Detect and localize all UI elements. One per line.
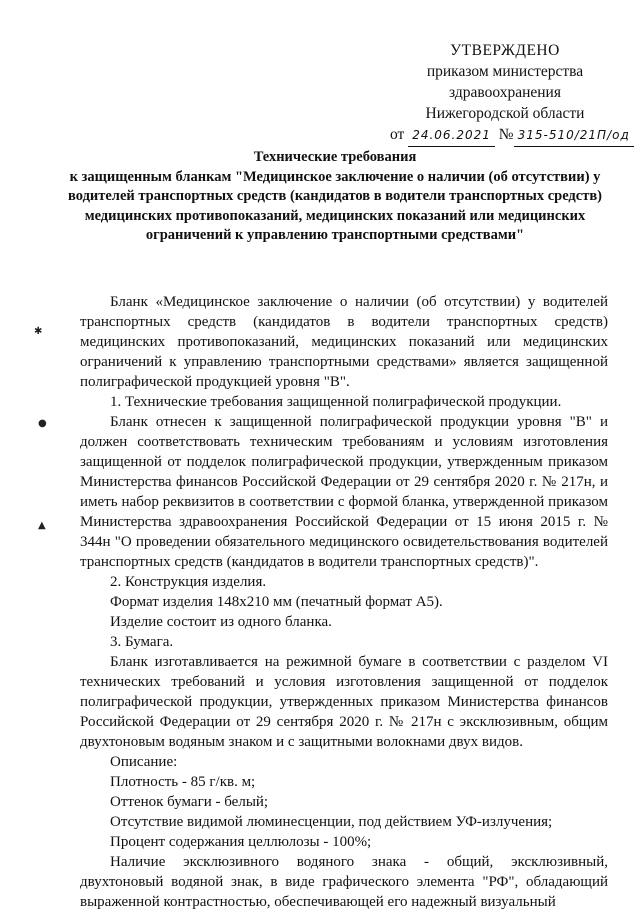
paragraph: Процент содержания целлюлозы - 100%;: [110, 834, 372, 850]
title-line-2: к защищенным бланкам "Медицинское заключение о наличии (об отсутствии) у водителей транспортных средств (кандидатов в водители транспортных средств) медицинских противопоказаний, медицинских показаний или медицинских ограничений к управлению транспортными средствами": [68, 168, 602, 243]
paragraph: 1. Технические требования защищенной полиграфической продукции.: [110, 394, 562, 410]
paragraph: Бланк «Медицинское заключение о наличии (об отсутствии) у водителей транспортных средств (кандидатов в водители транспортных средств) медицинских противопоказаний, медицинских показаний или медицинских ограничений к управлению транспортными средствами» является защищенной полиграфической продукцией уровня "В".: [80, 294, 608, 390]
margin-mark: ●: [38, 418, 47, 429]
order-date: 24.06.2021: [408, 125, 495, 147]
margin-mark: ✱: [34, 326, 43, 337]
paragraph: Отсутствие видимой люминесценции, под действием УФ-излучения;: [110, 814, 553, 830]
paragraph: Описание:: [110, 754, 178, 770]
paragraph: 3. Бумага.: [110, 634, 174, 650]
approval-line-3: Нижегородской области: [425, 105, 585, 122]
paragraph: Формат изделия 148х210 мм (печатный формат А5).: [110, 594, 443, 610]
document-body: [80, 292, 608, 912]
paragraph: 2. Конструкция изделия.: [110, 574, 267, 590]
order-number: 315-510/21П/од: [514, 125, 634, 147]
paragraph: Наличие эксклюзивного водяного знака - общий, эксклюзивный, двухтоновый водяной знак, в виде графического элемента "РФ", обладающий выраженной контрастностью, обеспечивающей его надежный визуальный: [80, 854, 608, 910]
margin-mark: ▲: [38, 520, 46, 531]
paragraph: Оттенок бумаги - белый;: [110, 794, 269, 810]
from-label: от: [390, 126, 405, 143]
approval-heading: УТВЕРЖДЕНО: [450, 42, 560, 59]
document-title: [52, 148, 618, 246]
approval-stamp: [380, 40, 630, 147]
paragraph: Плотность - 85 г/кв. м;: [110, 774, 256, 790]
approval-line-1: приказом министерства: [426, 63, 584, 80]
title-line-1: Технические требования: [253, 149, 417, 165]
approval-order-line: [380, 124, 630, 147]
paragraph: Бланк отнесен к защищенной полиграфической продукции уровня "В" и должен соответствовать техническим требованиям и условиям изготовления защищенной от подделок полиграфической продукции, утвержденным приказом Министерства финансов Российской Федерации от 29 сентября 2020 г. № 217н, и иметь набор реквизитов в соответствии с формой бланка, утвержденной приказом Министерства здравоохранения Российской Федерации от 15 июня 2015 г. № 344н "О проведении обязательного медицинского освидетельствования водителей транспортных средств (кандидатов в водители транспортных средств)".: [80, 414, 608, 570]
approval-line-2: здравоохранения: [449, 84, 561, 101]
paragraph: Бланк изготавливается на режимной бумаге в соответствии с разделом VI технических требований и условия изготовления защищенной от подделок полиграфической продукции, утвержденных приказом Министерства финансов Российской Федерации от 29 сентября 2020 г. № 217н с эксклюзивным, общим двухтоновым водяным знаком и с защитными волокнами двух видов.: [80, 654, 608, 750]
number-label: №: [498, 126, 514, 143]
paragraph: Изделие состоит из одного бланка.: [110, 614, 332, 630]
